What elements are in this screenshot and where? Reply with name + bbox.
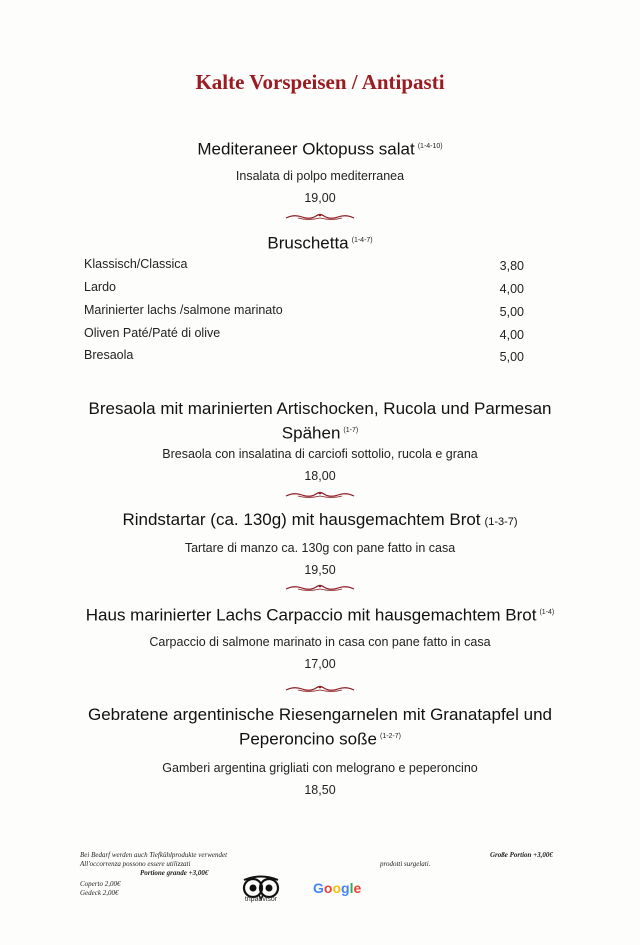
item-name: Lardo	[84, 280, 116, 294]
bruschetta-row	[84, 326, 524, 344]
google-logo: Google	[313, 880, 362, 896]
dish-prawns-title	[40, 704, 600, 751]
flourish-ornament-icon	[284, 582, 356, 594]
dish-bresaola-title	[40, 398, 600, 445]
allergen-codes: (1-4-7)	[351, 237, 373, 244]
dish-name: Mediteraneer Oktopuss salat	[197, 139, 415, 159]
dish-octopus-title	[40, 136, 600, 161]
item-name: Klassisch/Classica	[84, 257, 188, 271]
dish-tartare-title	[40, 509, 600, 533]
item-name: Oliven Paté/Paté di olive	[84, 326, 221, 340]
dish-subtitle: Bresaola con insalatina di carciofi sottolio, rucola e grana	[162, 447, 478, 461]
footer-line: All'occorrenza possono essere utilizzati	[80, 860, 191, 868]
flourish-ornament-icon	[284, 489, 356, 501]
dish-price: 18,50	[304, 783, 336, 797]
dish-salmon-title	[40, 602, 600, 627]
footer-portion-de: Große Portion +3,00€	[490, 851, 553, 859]
dish-name-line2: Spähen	[281, 423, 341, 443]
section-title: Kalte Vorspeisen / Antipasti	[195, 70, 445, 94]
flourish-ornament-icon	[284, 211, 356, 223]
tripadvisor-label: tripadvisor	[244, 896, 278, 903]
dish-name: Haus marinierter Lachs Carpaccio mit hausgemachtem Brot	[85, 605, 537, 625]
bruschetta-row	[84, 280, 524, 298]
item-price: 5,00	[499, 350, 524, 364]
item-price: 5,00	[499, 305, 524, 319]
dish-name-line2: Peperoncino soße	[239, 729, 377, 749]
dish-bruschetta-title	[40, 230, 600, 255]
item-name: Bresaola	[84, 348, 134, 362]
dish-price: 19,00	[304, 191, 336, 205]
item-price: 4,00	[499, 282, 524, 296]
item-price: 3,80	[499, 259, 524, 273]
dish-price: 19,50	[304, 563, 336, 577]
dish-subtitle: Gamberi argentina grigliati con melograno e peperoncino	[162, 761, 478, 775]
allergen-codes: (1-4-10)	[417, 143, 443, 150]
allergen-codes: (1-2-7)	[379, 733, 401, 740]
footer-line: Bei Bedarf werden auch Tiefkühlprodukte verwendet	[80, 851, 228, 859]
allergen-codes: (1-3-7)	[484, 516, 518, 528]
dish-price: 17,00	[304, 657, 336, 671]
flourish-ornament-icon	[284, 683, 356, 695]
dish-subtitle: Insalata di polpo mediterranea	[235, 169, 405, 183]
dish-subtitle: Carpaccio di salmone marinato in casa con pane fatto in casa	[149, 635, 491, 649]
footer-gedeck: Gedeck 2,00€	[80, 889, 119, 897]
allergen-codes: (1-7)	[343, 427, 359, 434]
footer-notes-left	[80, 851, 227, 898]
allergen-codes: (1-4)	[539, 609, 555, 616]
dish-subtitle: Tartare di manzo ca. 130g con pane fatto in casa	[184, 541, 456, 555]
bruschetta-row	[84, 303, 524, 321]
dish-name: Gebratene argentinische Riesengarnelen mit Granatapfel und	[87, 705, 552, 724]
footer-middle-note: prodotti surgelati.	[380, 860, 431, 868]
footer-portion-it: Portione grande +3,00€	[140, 869, 209, 877]
dish-price: 18,00	[304, 469, 336, 483]
footer-coperto: Coperto 2,00€	[80, 880, 121, 888]
item-price: 4,00	[499, 328, 524, 342]
dish-name: Bruschetta	[267, 233, 349, 253]
dish-name: Rindstartar (ca. 130g) mit hausgemachtem Brot	[122, 510, 481, 529]
item-name: Marinierter lachs /salmone marinato	[84, 303, 283, 317]
bruschetta-row	[84, 348, 524, 366]
dish-name: Bresaola mit marinierten Artischocken, Rucola und Parmesan	[88, 399, 552, 418]
bruschetta-row	[84, 257, 524, 275]
